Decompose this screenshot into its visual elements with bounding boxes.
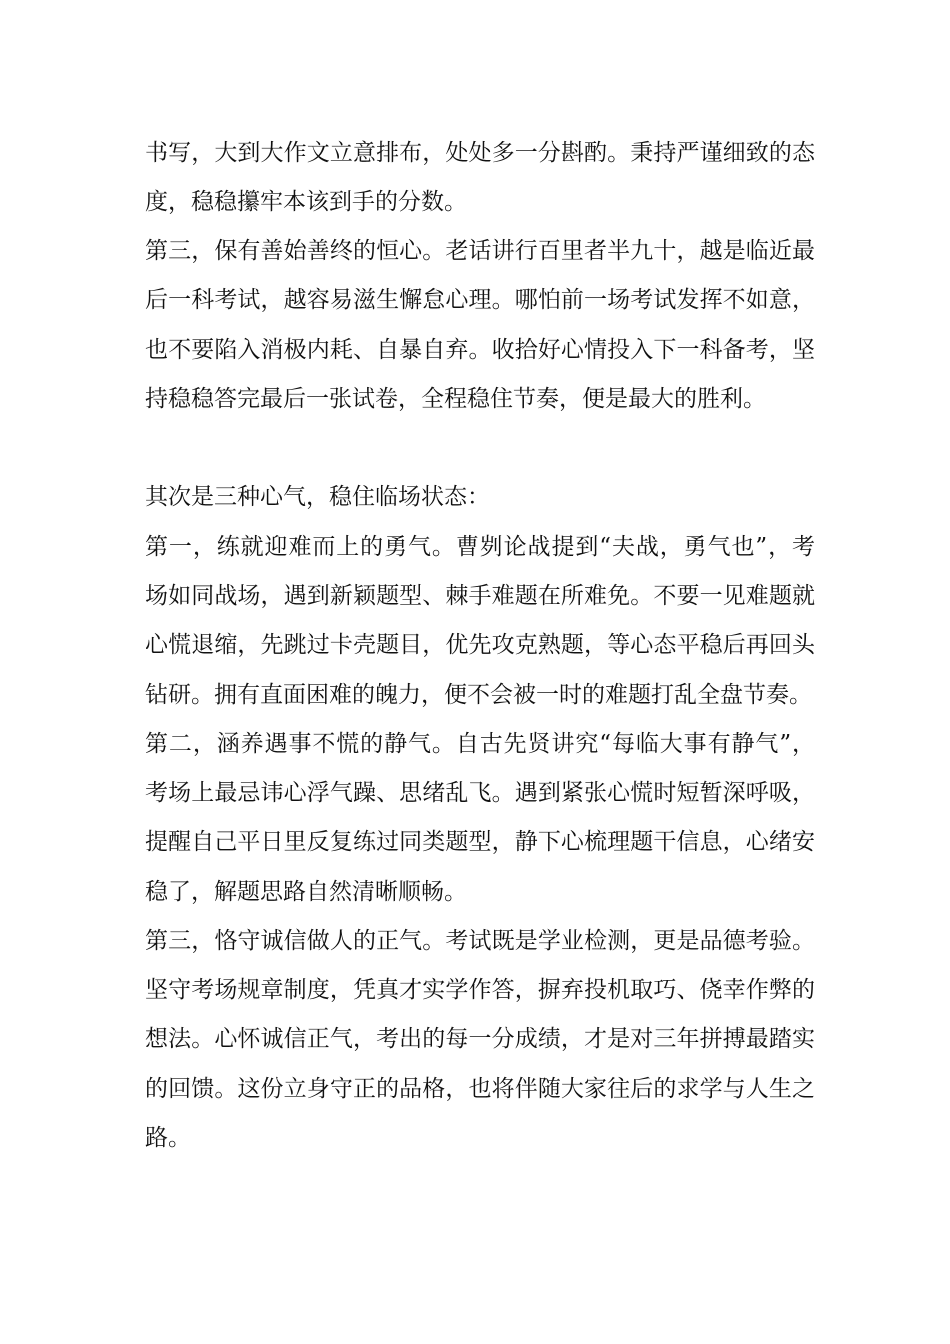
- text-line: 考场上最忌讳心浮气躁、思绪乱飞。遇到紧张心慌时短暂深呼吸，: [145, 780, 815, 806]
- text-line: 路。: [145, 1125, 191, 1151]
- text-line: 持稳稳答完最后一张试卷，全程稳住节奏，便是最大的胜利。: [145, 386, 766, 412]
- text-line: 坚守考场规章制度，凭真才实学作答，摒弃投机取巧、侥幸作弊的: [145, 977, 815, 1003]
- text-line: 也不要陷入消极内耗、自暴自弃。收拾好心情投入下一科备考，坚: [145, 337, 815, 363]
- text-line: 第三，保有善始善终的恒心。老话讲行百里者半九十，越是临近最: [145, 238, 815, 264]
- section-heading: 其次是三种心气，稳住临场状态：: [145, 484, 490, 510]
- text-line: 心慌退缩，先跳过卡壳题目，优先攻克熟题，等心态平稳后再回头: [145, 632, 815, 658]
- text-line: 场如同战场，遇到新颖题型、棘手难题在所难免。不要一见难题就: [145, 583, 815, 609]
- text-line: 第二，涵养遇事不慌的静气。自古先贤讲究“每临大事有静气”，: [145, 731, 815, 757]
- text-line: 想法。心怀诚信正气，考出的每一分成绩，才是对三年拼搏最踏实: [145, 1026, 815, 1052]
- text-line: 书写，大到大作文立意排布，处处多一分斟酌。秉持严谨细致的态: [145, 140, 815, 166]
- text-line: 钻研。拥有直面困难的魄力，便不会被一时的难题打乱全盘节奏。: [145, 682, 812, 708]
- text-line: 的回馈。这份立身守正的品格，也将伴随大家往后的求学与人生之: [145, 1076, 815, 1102]
- text-line: 第三，恪守诚信做人的正气。考试既是学业检测，更是品德考验。: [145, 928, 815, 954]
- text-line: 提醒自己平日里反复练过同类题型，静下心梳理题干信息，心绪安: [145, 829, 815, 855]
- text-line: 后一科考试，越容易滋生懈怠心理。哪怕前一场考试发挥不如意，: [145, 287, 815, 313]
- text-line: 第一，练就迎难而上的勇气。曹刿论战提到“夫战，勇气也”，考: [145, 534, 815, 560]
- text-line: 度，稳稳攥牢本该到手的分数。: [145, 189, 467, 215]
- text-line: 稳了，解题思路自然清晰顺畅。: [145, 879, 467, 905]
